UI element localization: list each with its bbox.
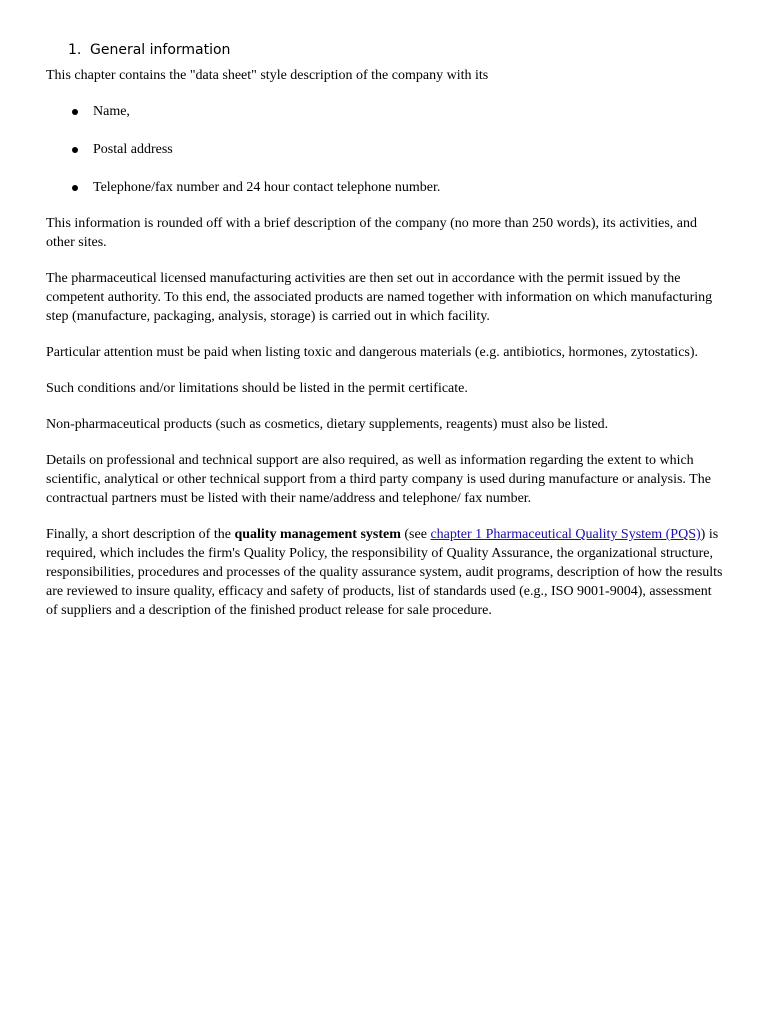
qms-text-before: Finally, a short description of the (46, 527, 235, 542)
paragraph-non-pharma-products: Non-pharmaceutical products (such as cosmetics, dietary supplements, reagents) must also be listed. (46, 417, 609, 432)
pqs-chapter-link[interactable]: chapter 1 Pharmaceutical Quality System (PQS) (430, 527, 701, 542)
bullet-list (46, 102, 726, 197)
paragraph-quality-system (46, 525, 726, 620)
section-number: 1. (68, 42, 82, 58)
section-heading (68, 40, 726, 60)
bullet-icon (72, 109, 78, 115)
bullet-text: Postal address (93, 142, 173, 157)
bullet-icon (72, 185, 78, 191)
bullet-item (46, 140, 726, 159)
bullet-icon (72, 147, 78, 153)
qms-text-after: ) is required, which includes the firm's Quality Policy, the responsibility of Quality Assurance, the organizational structure, responsibilities, procedures and processes of the quality assurance system, audit programs, description of how the results are reviewed to insure quality, efficacy and safety of products, list of standards used (e.g., ISO 9001-9004), assessment of suppliers and a description of the finished product release for sale procedure. (46, 527, 723, 618)
document-page (46, 40, 726, 637)
paragraph-manufacturing-activities: The pharmaceutical licensed manufacturing activities are then set out in accordance with the permit issued by the competent authority. To this end, the associated products are named together with information on which manufacturing step (manufacture, packaging, analysis, storage) is carried out in which facility. (46, 271, 713, 324)
qms-bold-term: quality management system (234, 527, 401, 542)
bullet-text: Telephone/fax number and 24 hour contact telephone number. (93, 180, 441, 195)
qms-text-mid: (see (400, 527, 431, 542)
bullet-item (46, 102, 726, 121)
section-title: General information (90, 42, 231, 58)
paragraph-toxic-materials: Particular attention must be paid when listing toxic and dangerous materials (e.g. antibiotics, hormones, zytostatics). (46, 345, 699, 360)
bullet-item (46, 178, 726, 197)
paragraph-conditions: Such conditions and/or limitations should be listed in the permit certificate. (46, 381, 468, 396)
intro-paragraph: This chapter contains the "data sheet" style description of the company with its (46, 68, 489, 83)
paragraph-company-description: This information is rounded off with a brief description of the company (no more than 250 words), its activities, and other sites. (46, 216, 697, 250)
bullet-text: Name, (93, 104, 130, 119)
paragraph-technical-support: Details on professional and technical support are also required, as well as information regarding the extent to which scientific, analytical or other technical support from a third party company is used during manufacture or analysis. The contractual partners must be listed with their name/address and telephone/ fax number. (46, 453, 711, 506)
